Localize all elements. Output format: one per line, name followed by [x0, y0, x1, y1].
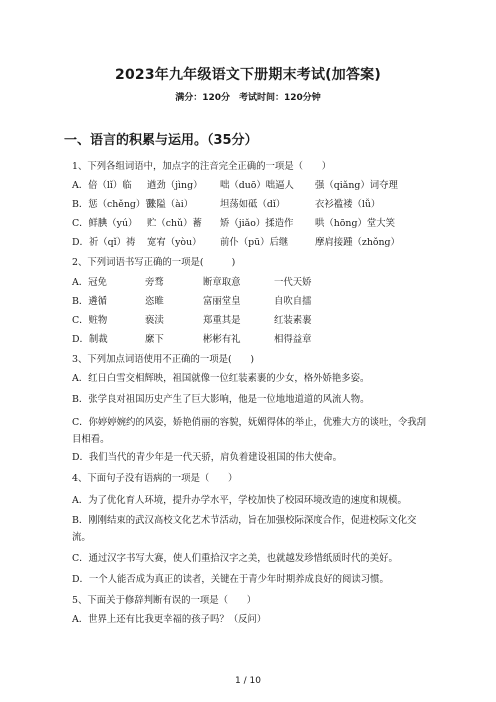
question-3-option-a: A．红日白雪交相辉映，祖国就像一位红装素裹的少女，格外娇艳多姿。: [72, 373, 370, 384]
page-number: 1 / 10: [235, 676, 261, 686]
question-3-option-d: D．我们当代的青少年是一代天骄，肩负着建设祖国的伟大使命。: [72, 452, 343, 463]
question-2-option-row-4-item-3: 彬彬有礼: [203, 334, 241, 345]
question-2-option-row-2-item-3: 富丽堂皇: [203, 296, 241, 307]
question-1-option-row-2-item-3: 坦荡如砥（dǐ）: [220, 199, 286, 210]
question-2-option-row-4-item-1: D．制裁: [72, 334, 108, 345]
question-1-option-row-3-item-4: 哄（hōng）堂大笑: [315, 218, 395, 229]
section-heading: 一、语言的积累与运用。（35分）: [64, 133, 258, 148]
question-2-option-row-1-item-2: 旁骛: [145, 277, 164, 288]
question-1-option-row-2-item-1: B．惩（chěng）罚: [72, 199, 155, 210]
question-1-option-row-1-item-3: 咄（duō）咄逼人: [220, 180, 294, 191]
question-2-option-row-1-item-1: A．冠免: [72, 277, 107, 288]
question-2-option-row-3-item-2: 亵渎: [145, 315, 164, 326]
question-2-option-row-4-item-4: 相得益章: [274, 334, 312, 345]
question-1-option-row-4-item-1: D．祈（qǐ）祷: [72, 237, 136, 248]
question-2-option-row-1-item-4: 一代天娇: [274, 277, 312, 288]
question-5: 5、下面关于修辞判断有误的一项是（ ）: [72, 595, 257, 606]
question-2-option-row-1-item-3: 断章取意: [203, 277, 241, 288]
question-1-option-row-1-item-1: A．倍（lǐ）临: [72, 180, 132, 191]
question-1-option-row-1-item-2: 遒劲（jìng）: [147, 180, 203, 191]
question-3-option-b: B．张学良对祖国历史产生了巨大影响，他是一位地地道道的风流人物。: [72, 394, 370, 405]
question-3: 3、下列加点词语使用不正确的一项是( ): [72, 354, 255, 365]
question-2-option-row-3-item-3: 郑重其是: [203, 315, 241, 326]
question-1-option-row-4-item-2: 宽宥（yòu）: [147, 237, 202, 248]
question-4-option-c: C．通过汉字书写大赛，使人们重拾汉字之美，也就越发珍惜纸质时代的美好。: [72, 553, 398, 564]
question-2-option-row-2-item-4: 自吹自擂: [274, 296, 312, 307]
question-1-option-row-2-item-2: 狭隘（ài）: [147, 199, 194, 210]
question-5-option-a: A．世界上还有比我更幸福的孩子吗？（反问）: [72, 614, 267, 625]
question-1-option-row-2-item-4: 衣衫褴褛（lǚ）: [315, 199, 381, 210]
question-2-option-row-3-item-1: C．赃物: [72, 315, 108, 326]
question-4-option-b: B．刚刚结束的武汉高校文化艺术节活动，旨在加强校际深度合作，促进校际文化交流。: [72, 515, 417, 543]
question-2-option-row-4-item-2: 縻下: [145, 334, 164, 345]
question-4: 4、下面句子没有语病的一项是（ ）: [72, 473, 238, 484]
question-1-option-row-3-item-3: 矫（jiǎo）揉造作: [220, 218, 294, 229]
question-3-option-c: C．你婷婷婉约的风姿，娇艳俏丽的容貌，妩媚得体的举止，优雅大方的谈吐，令我刮目相看。: [72, 417, 427, 445]
question-1: 1、下列各组词语中，加点字的注音完全正确的一项是（ ）: [72, 161, 332, 172]
question-2-option-row-2-item-1: B．遴循: [72, 296, 108, 307]
question-1-option-row-1-item-4: 强（qiǎng）词夺理: [315, 180, 398, 191]
page-title: 2023年九年级语文下册期末考试(加答案): [115, 67, 381, 83]
question-1-option-row-3-item-1: C．鲜腆（yú）: [72, 218, 138, 229]
question-4-option-a: A．为了优化育人环境，提升办学水平，学校加快了校园环境改造的速度和规模。: [72, 495, 407, 506]
question-2-option-row-2-item-2: 恣睢: [145, 296, 164, 307]
page-subtitle: 满分：120分 考试时间：120分钟: [175, 93, 321, 103]
question-2-option-row-3-item-4: 红装素裹: [274, 315, 312, 326]
question-1-option-row-4-item-3: 前仆（pū）后继: [220, 237, 289, 248]
question-4-option-d: D．一个人能否成为真正的读者，关键在于青少年时期养成良好的阅读习惯。: [72, 574, 389, 585]
question-2: 2、下列词语书写正确的一项是( ): [72, 257, 236, 268]
question-1-option-row-4-item-4: 摩肩接踵（zhǒng）: [315, 237, 400, 248]
question-1-option-row-3-item-2: 贮（chǔ）蓄: [147, 218, 202, 229]
